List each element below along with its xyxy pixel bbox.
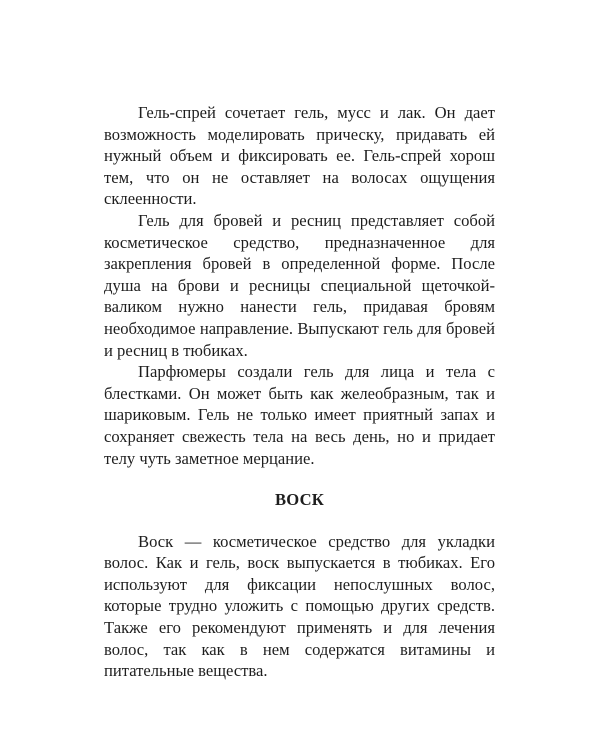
paragraph-wax: Воск — косметическое средство для укладки волос. Как и гель, воск выпускается в тюбиках. Его используют для фиксации непослушных волос, которые трудно уложить с помощью других средств. Также его рекомендуют применять и для лечения волос, так как в нем содержатся витамины и питательные вещества. xyxy=(104,531,495,681)
document-page xyxy=(104,102,495,682)
paragraph-gel-spray: Гель-спрей сочетает гель, мусс и лак. Он дает возможность моделировать прическу, придавать ей нужный объем и фиксировать ее. Гель-спрей хорош тем, что он не оставляет на волосах ощущения склеенности. xyxy=(104,103,495,209)
section-heading-wax: ВОСК xyxy=(275,490,324,510)
paragraph-brow-gel: Гель для бровей и ресниц представляет собой косметическое средство, предназначенное для закрепления бровей в определенной форме. После душа на брови и ресницы специальной щеточкой-валиком нужно нанести гель, придавая бровям необходимое направление. Выпускают гель для бровей и ресниц в тюбиках. xyxy=(104,210,495,360)
paragraph-body-gel: Парфюмеры создали гель для лица и тела с блестками. Он может быть как желеобразным, так и шариковым. Гель не только имеет приятный запах и сохраняет свежесть тела на весь день, но и придает телу чуть заметное мерцание. xyxy=(104,362,495,468)
